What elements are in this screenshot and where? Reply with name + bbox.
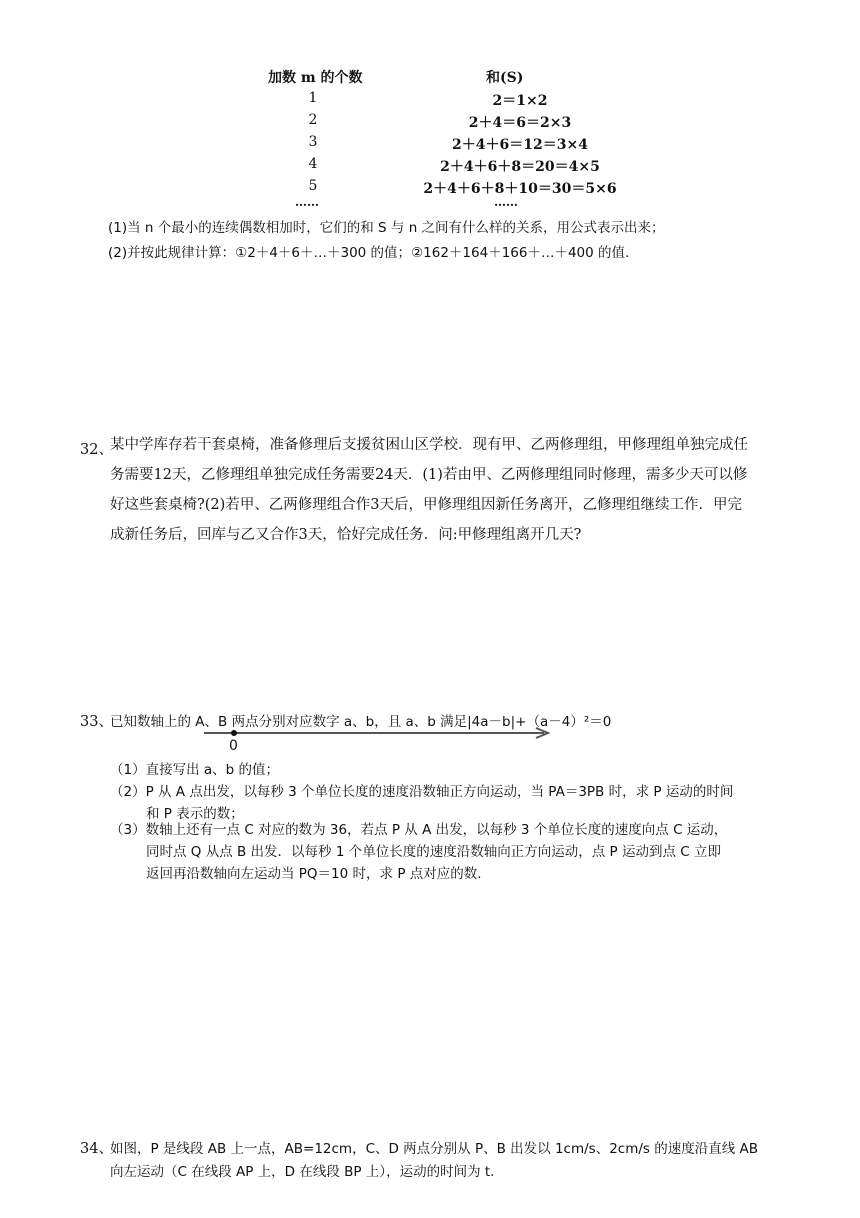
q32-line: 好这些套桌椅?(2)若甲、乙两修理组合作3天后，甲修理组因新任务离开，乙修理组继续工作．甲完	[110, 497, 743, 513]
q33-stem: 已知数轴上的 A、B 两点分别对应数字 a、b，且 a、b 满足|4a－b|+（a－4）²＝0	[110, 714, 612, 730]
question-number: 34、	[80, 1141, 113, 1157]
q33-sub2: （2）P 从 A 点出发，以每秒 3 个单位长度的速度沿数轴正方向运动，当 PA＝3PB 时，求 P 运动的时间	[110, 784, 734, 800]
table-row-n: 4	[308, 156, 318, 172]
table-row-n: 3	[308, 134, 318, 150]
q32-line: 务需要12天，乙修理组单独完成任务需要24天．(1)若由甲、乙两修理组同时修理，需多少天可以修	[110, 467, 748, 483]
table-ellipsis: ……	[295, 195, 319, 209]
table-row-sum: 2＝1×2	[492, 93, 548, 109]
number-line	[200, 726, 560, 758]
table-row-n: 2	[308, 112, 318, 128]
q33-sub1: （1）直接写出 a、b 的值；	[110, 762, 280, 778]
q33-sub3: （3）数轴上还有一点 C 对应的数为 36，若点 P 从 A 出发，以每秒 3 个单位长度的速度向点 C 运动，	[110, 822, 728, 838]
table-header-sum: 和(S)	[486, 70, 524, 86]
q34-line: 向左运动（C 在线段 AP 上，D 在线段 BP 上），运动的时间为 t.	[110, 1164, 495, 1180]
q33-sub3-cont: 返回再沿数轴向左运动当 PQ＝10 时，求 P 点对应的数.	[146, 866, 482, 882]
origin-point	[231, 730, 237, 736]
q32-line: 某中学库存若干套桌椅，准备修理后支援贫困山区学校．现有甲、乙两修理组，甲修理组单独完成任	[110, 437, 748, 453]
table-row-n: 1	[308, 90, 318, 106]
table-row-n: 5	[308, 178, 318, 194]
axis-zero-label: 0	[229, 738, 238, 754]
q31-part2: (2)并按此规律计算：①2＋4＋6＋…＋300 的值；②162＋164＋166＋…＋400 的值.	[108, 245, 630, 261]
q34-line: 如图，P 是线段 AB 上一点，AB=12cm，C、D 两点分别从 P、B 出发以 1cm/s、2cm/s 的速度沿直线 AB	[110, 1141, 759, 1157]
table-ellipsis: ……	[494, 195, 518, 209]
table-row-sum: 2＋4＝6＝2×3	[468, 115, 572, 131]
q32-line: 成新任务后，回库与乙又合作3天，恰好完成任务．问:甲修理组离开几天?	[110, 527, 582, 543]
table-row-sum: 2＋4＋6＝12＝3×4	[452, 137, 588, 153]
q33-sub3-cont: 同时点 Q 从点 B 出发．以每秒 1 个单位长度的速度沿数轴向正方向运动，点 P 运动到点 C 立即	[146, 844, 721, 860]
q33-sub2-cont: 和 P 表示的数；	[146, 806, 244, 822]
q31-part1: (1)当 n 个最小的连续偶数相加时，它们的和 S 与 n 之间有什么样的关系，用公式表示出来；	[108, 220, 665, 236]
table-row-sum: 2＋4＋6＋8＝20＝4×5	[440, 159, 600, 175]
table-row-sum: 2＋4＋6＋8＋10＝30＝5×6	[423, 181, 617, 197]
question-number: 33、	[80, 714, 113, 730]
question-number: 32、	[80, 442, 113, 458]
table-header-count: 加数 m 的个数	[268, 70, 363, 86]
